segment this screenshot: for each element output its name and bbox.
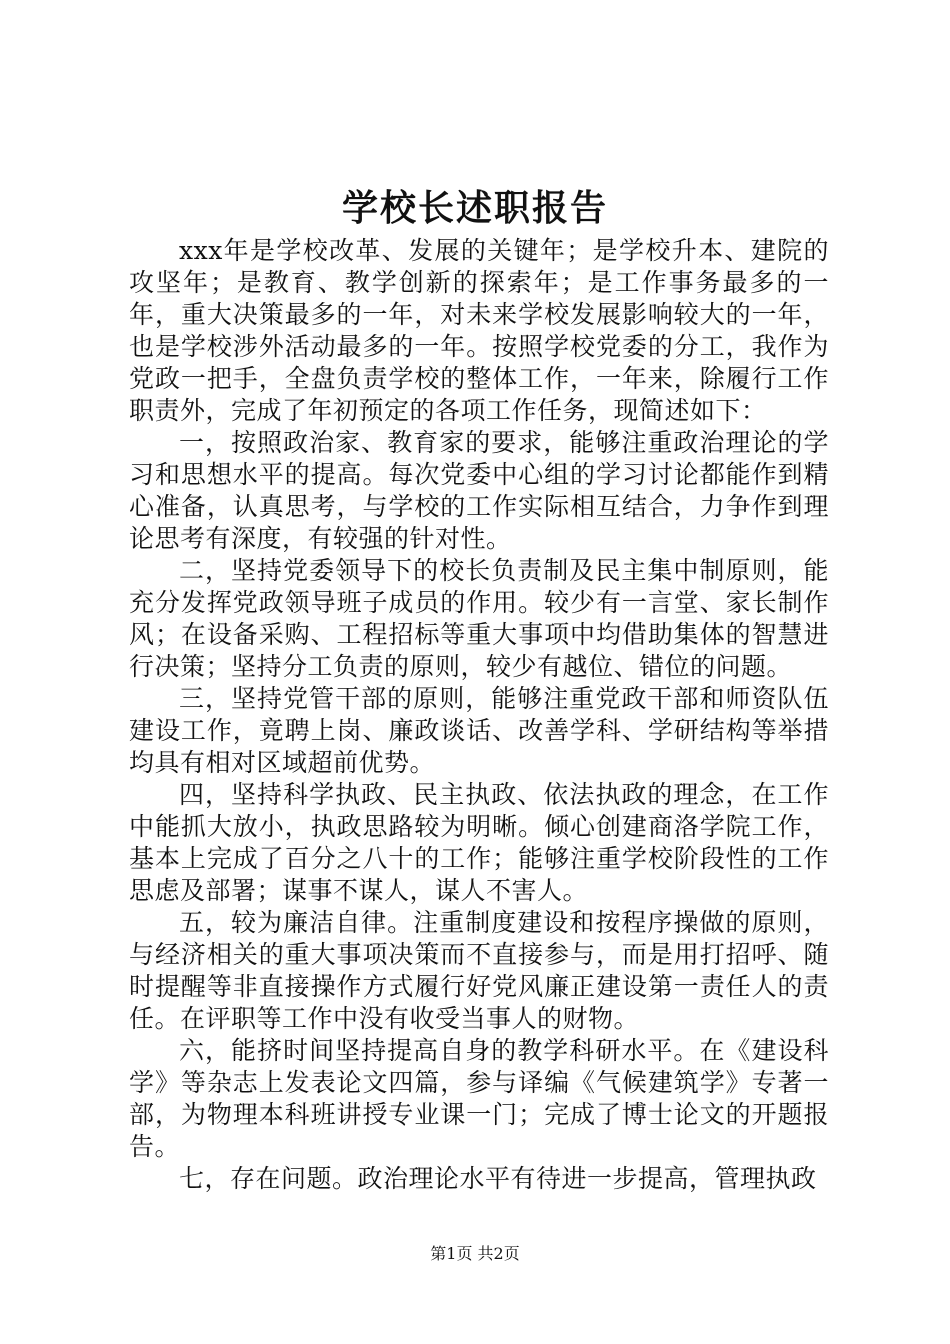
paragraph-item-4: 四，坚持科学执政、民主执政、依法执政的理念，在工作中能抓大放小，执政思路较为明晰。倾心创建商洛学院工作，基本上完成了百分之八十的工作；能够注重学校阶段性的工作思虑及部署；谋事不谋人，谋人不害人。 — [129, 780, 829, 905]
paragraph-item-3: 三，坚持党管干部的原则，能够注重党政干部和师资队伍建设工作，竟聘上岗、廉政谈话、改善学科、学研结构等举措均具有相对区域超前优势。 — [129, 684, 829, 777]
paragraph-intro: xxx年是学校改革、发展的关键年；是学校升本、建院的攻坚年；是教育、教学创新的探索年；是工作事务最多的一年，重大决策最多的一年，对未来学校发展影响较大的一年，也是学校涉外活动最多的一年。按照学校党委的分工，我作为党政一把手，全盘负责学校的整体工作，一年来，除履行工作职责外，完成了年初预定的各项工作任务，现简述如下： — [129, 236, 829, 425]
paragraph-item-5: 五，较为廉洁自律。注重制度建设和按程序操做的原则，与经济相关的重大事项决策而不直接参与，而是用打招呼、随时提醒等非直接操作方式履行好党风廉正建设第一责任人的责任。在评职等工作中没有收受当事人的财物。 — [129, 908, 829, 1033]
paragraph-item-6: 六，能挤时间坚持提高自身的教学科研水平。在《建设科学》等杂志上发表论文四篇，参与译编《气候建筑学》专著一部，为物理本科班讲授专业课一门；完成了博士论文的开题报告。 — [129, 1036, 829, 1161]
document-body — [129, 235, 829, 1195]
paragraph-item-2: 二，坚持党委领导下的校长负责制及民主集中制原则，能充分发挥党政领导班子成员的作用。较少有一言堂、家长制作风；在设备采购、工程招标等重大事项中均借助集体的智慧进行决策；坚持分工负责的原则，较少有越位、错位的问题。 — [129, 556, 829, 681]
document-title: 学校长述职报告 — [341, 187, 608, 229]
page-number-footer: 第1页 共2页 — [430, 1244, 520, 1263]
paragraph-item-1: 一，按照政治家、教育家的要求，能够注重政治理论的学习和思想水平的提高。每次党委中心组的学习讨论都能作到精心准备，认真思考，与学校的工作实际相互结合，力争作到理论思考有深度，有较强的针对性。 — [129, 428, 829, 553]
paragraph-item-7: 七，存在问题。政治理论水平有待进一步提高，管理执政 — [179, 1164, 817, 1193]
